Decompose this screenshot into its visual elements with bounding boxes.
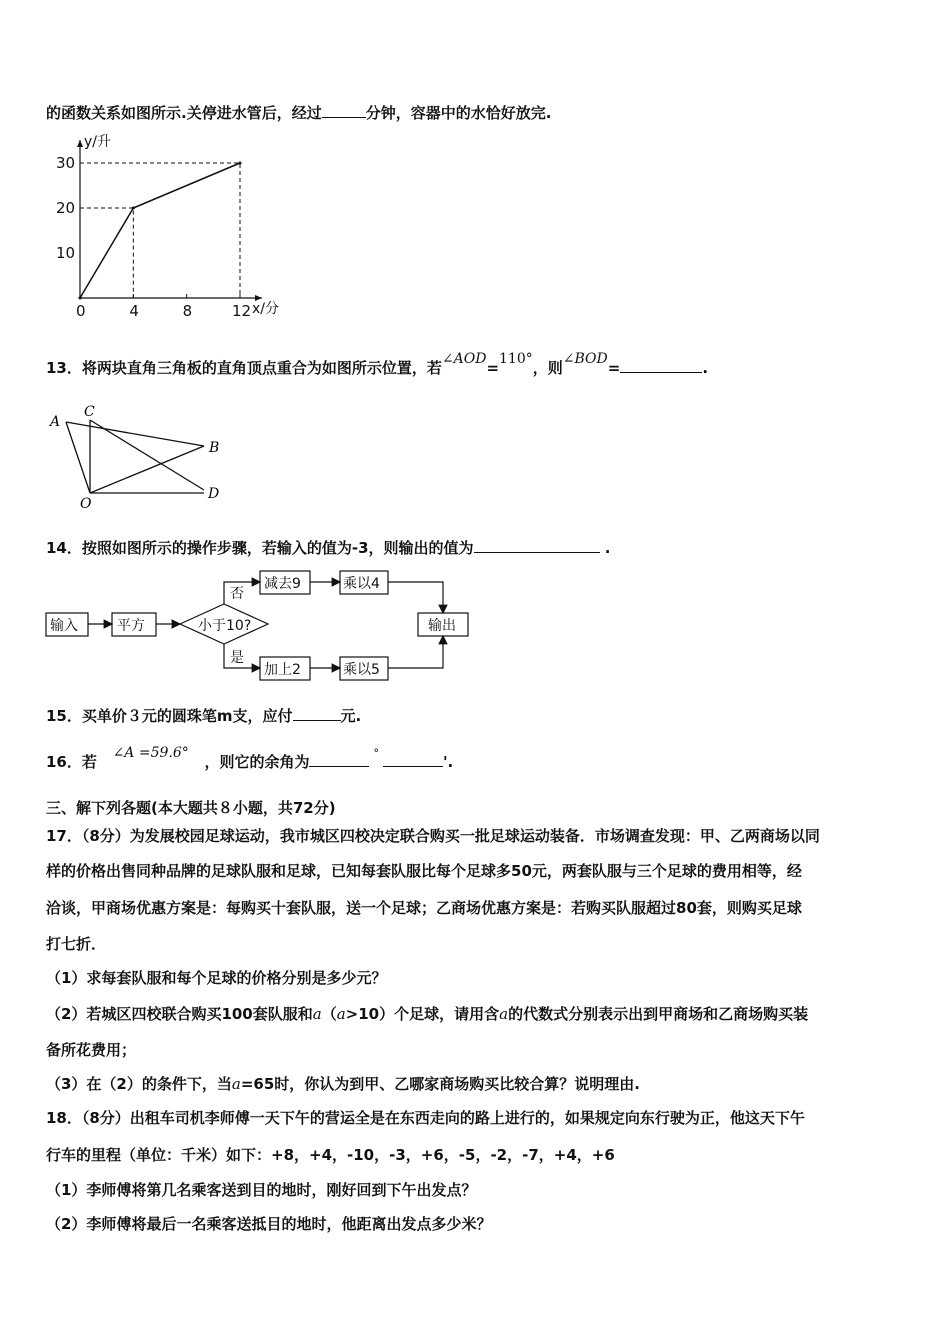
- label-input: 输入: [50, 618, 78, 634]
- data-point-0: [79, 297, 82, 300]
- edge-AO: [66, 422, 90, 493]
- q17-sub1: （1）求每套队服和每个足球的价格分别是多少元？: [46, 969, 387, 987]
- label-yes: 是: [230, 650, 244, 666]
- label-times5: 乘以5: [343, 662, 380, 678]
- q18-sub2: （2）李师傅将最后一名乘客送抵目的地时，他距离出发点多少米？: [46, 1215, 492, 1233]
- data-point-4: [132, 207, 135, 210]
- x-axis-label: x/分: [252, 301, 280, 317]
- x-tick-label-12: 12: [232, 302, 252, 320]
- q18-sub1: （1）李师傅将第几名乘客送到目的地时，刚好回到下午出发点？: [46, 1181, 477, 1199]
- label-minus9: 减去9: [264, 576, 301, 592]
- flowchart: [40, 570, 480, 690]
- label-plus2: 加上2: [264, 662, 301, 678]
- y-tick-label-10: 10: [56, 244, 76, 262]
- q17-line1: 17．（8分）为发展校园足球运动，我市城区四校决定联合购买一批足球运动装备．市场调查发现：甲、乙两商场以同: [46, 827, 820, 845]
- q18-line2: 行车的里程（单位：千米）如下：+8，+4，-10，-3，+6，-5，-2，-7，+4，+6: [46, 1146, 615, 1164]
- label-D: D: [208, 486, 220, 502]
- label-times4: 乘以4: [343, 576, 380, 592]
- series-line: [80, 163, 240, 298]
- q17-sub2: （2）若城区四校联合购买100套队服和a（a>10）个足球，请用含a的代数式分别表示出到甲商场和乙商场购买装: [46, 1005, 809, 1023]
- answer-blank-degrees[interactable]: [309, 752, 369, 767]
- answer-blank[interactable]: [322, 103, 366, 118]
- label-A: A: [50, 414, 61, 430]
- x-tick-label-4: 4: [129, 302, 139, 320]
- q17-sub2b: 备所花费用；: [46, 1041, 137, 1059]
- y-axis-arrow: [77, 140, 83, 147]
- answer-blank-minutes[interactable]: [383, 752, 443, 767]
- q18-line1: 18．（8分）出租车司机李师傅一天下午的营运全是在东西走向的路上进行的，如果规定向东行驶为正，他这天下午: [46, 1109, 805, 1127]
- q17-line3: 洽谈，甲商场优惠方案是：每购买十套队服，送一个足球；乙商场优惠方案是：若购买队服超过80套，则购买足球: [46, 899, 802, 917]
- answer-blank[interactable]: [293, 706, 341, 721]
- q14-text: 14．按照如图所示的操作步骤，若输入的值为-3，则输出的值为 .: [46, 539, 611, 557]
- x-tick-label-0: 0: [76, 302, 86, 320]
- edge-AB: [66, 422, 204, 446]
- water-chart: [40, 130, 300, 330]
- label-square: 平方: [117, 618, 145, 634]
- q15-text: 15．买单价３元的圆珠笔m支，应付 元.: [46, 707, 362, 725]
- label-C: C: [84, 404, 95, 420]
- y-axis-label: y/升: [84, 134, 112, 150]
- q16-text: 16．若 ∠A =59.6° ，则它的余角为 ° '.: [46, 745, 454, 771]
- q13-text: 13．将两块直角三角板的直角顶点重合为如图所示位置，若∠AOD=110°，则∠BOD= .: [46, 351, 709, 377]
- q17-line2: 样的价格出售同种品牌的足球队服和足球，已知每套队服比每个足球多50元，两套队服与三个足球的费用相等，经: [46, 862, 802, 880]
- y-tick-label-30: 30: [56, 154, 76, 172]
- label-no: 否: [230, 586, 244, 602]
- x-tick-label-8: 8: [182, 302, 193, 320]
- q12-text: 的函数关系如图所示.关停进水管后，经过 分钟，容器中的水恰好放完.: [46, 104, 552, 122]
- edge-CD: [90, 420, 204, 490]
- label-B: B: [209, 440, 220, 456]
- answer-blank[interactable]: [620, 358, 702, 373]
- section-heading: 三、解下列各题(本大题共８小题，共72分): [46, 799, 336, 817]
- label-decision: 小于10?: [198, 618, 252, 634]
- guide-at-12: [80, 163, 240, 298]
- data-point-12: [239, 162, 242, 165]
- triangles-figure: [44, 400, 244, 510]
- y-tick-label-20: 20: [56, 199, 76, 217]
- label-O: O: [80, 496, 92, 510]
- label-output: 输出: [428, 618, 456, 634]
- edge-OB: [90, 446, 204, 493]
- q17-sub3: （3）在（2）的条件下，当a=65时，你认为到甲、乙哪家商场购买比较合算？说明理由.: [46, 1075, 640, 1093]
- answer-blank[interactable]: [474, 538, 600, 553]
- q17-line4: 打七折．: [46, 935, 107, 953]
